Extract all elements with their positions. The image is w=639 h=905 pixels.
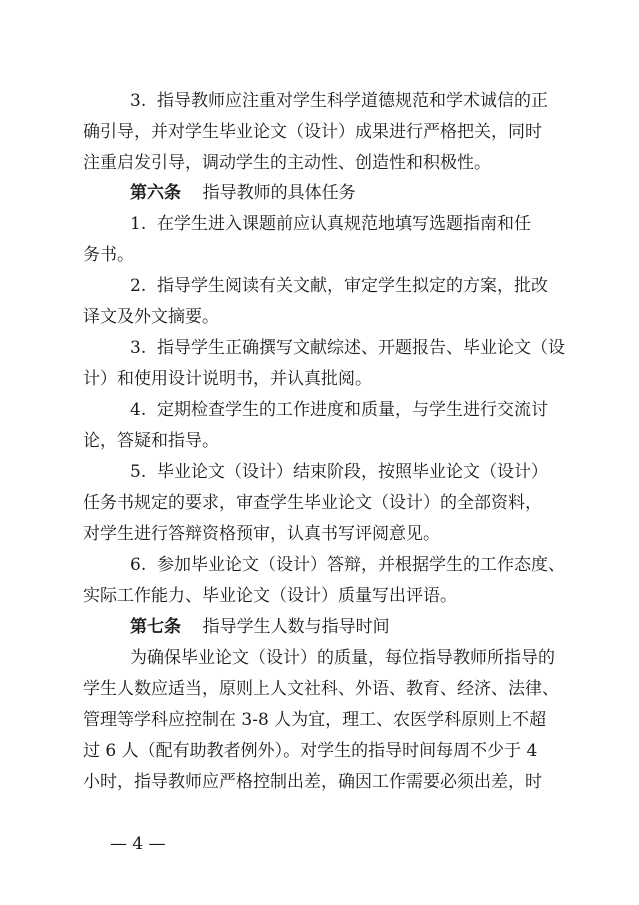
paragraph-line: 计）和使用设计说明书，并认真批阅。: [83, 369, 372, 389]
paragraph-line: 论，答疑和指导。: [83, 431, 219, 451]
paragraph-line: 务书。: [83, 245, 134, 265]
paragraph-line: 确引导，并对学生毕业论文（设计）成果进行严格把关，同时: [83, 122, 542, 142]
paragraph-line: 小时，指导教师应严格控制出差，确因工作需要必须出差，时: [83, 772, 542, 792]
paragraph-line: 注重启发引导，调动学生的主动性、创造性和积极性。: [83, 153, 491, 173]
paragraph-line: 3. 指导教师应注重对学生科学道德规范和学术诚信的正: [130, 91, 549, 111]
paragraph-line: 管理等学科应控制在 3-8 人为宜，理工、农医学科原则上不超: [83, 710, 547, 730]
article-6-heading: [130, 183, 639, 203]
paragraph-line: 为确保毕业论文（设计）的质量，每位指导教师所指导的: [130, 648, 555, 668]
paragraph-line: 2. 指导学生阅读有关文献，审定学生拟定的方案，批改: [130, 276, 549, 296]
article-7-heading: [130, 617, 639, 637]
paragraph-line: 过 6 人（配有助教者例外）。对学生的指导时间每周不少于 4: [83, 741, 538, 761]
article-6-title: 指导教师的具体任务: [202, 183, 356, 203]
article-7-title: 指导学生人数与指导时间: [202, 617, 390, 637]
paragraph-line: 实际工作能力、毕业论文（设计）质量写出评语。: [83, 586, 457, 606]
paragraph-line: 任务书规定的要求，审查学生毕业论文（设计）的全部资料，: [83, 493, 542, 513]
paragraph-line: 学生人数应适当，原则上人文社科、外语、教育、经济、法律、: [83, 679, 559, 699]
article-6-label: 第六条: [130, 183, 181, 203]
paragraph-line: 4. 定期检查学生的工作进度和质量，与学生进行交流讨: [130, 400, 549, 420]
page-number: — 4 —: [110, 834, 166, 854]
paragraph-line: 1. 在学生进入课题前应认真规范地填写选题指南和任: [130, 214, 532, 234]
article-7-label: 第七条: [130, 617, 181, 637]
paragraph-line: 3. 指导学生正确撰写文献综述、开题报告、毕业论文（设: [130, 338, 566, 358]
paragraph-line: 译文及外文摘要。: [83, 307, 219, 327]
paragraph-line: 5. 毕业论文（设计）结束阶段，按照毕业论文（设计）: [130, 462, 549, 482]
paragraph-line: 对学生进行答辩资格预审，认真书写评阅意见。: [83, 524, 440, 544]
paragraph-line: 6. 参加毕业论文（设计）答辩，并根据学生的工作态度、: [130, 555, 566, 575]
